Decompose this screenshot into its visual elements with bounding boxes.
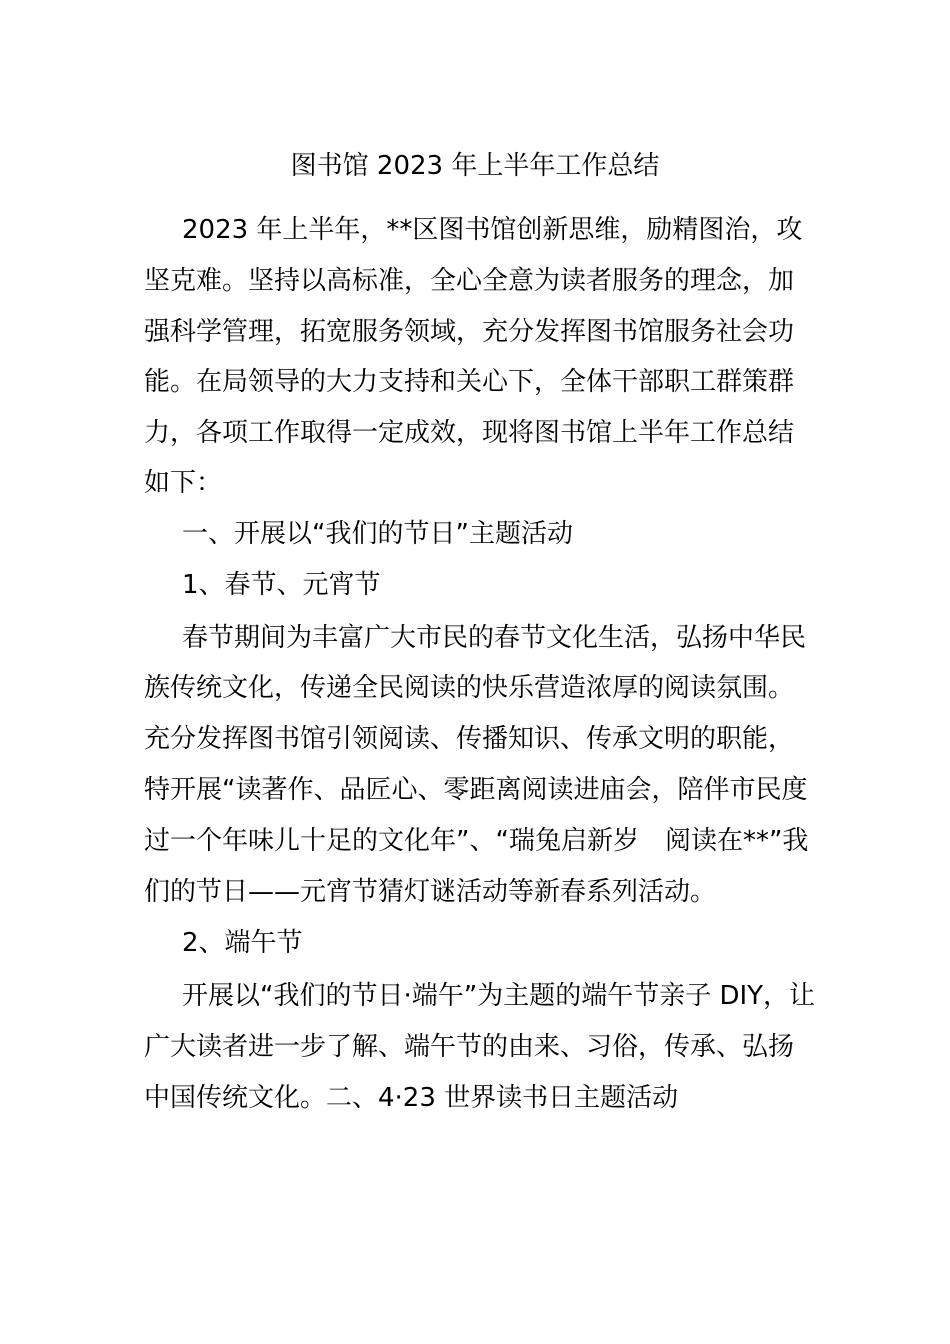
paragraph-line: 坚克难。坚持以高标准，全心全意为读者服务的理念，加 [144, 266, 795, 296]
paragraph-line: 春节期间为丰富广大市民的春节文化生活，弘扬中华民 [182, 623, 807, 653]
paragraph-line: 强科学管理，拓宽服务领域，充分发挥图书馆服务社会功 [144, 317, 795, 347]
paragraph-line: 族传统文化，传递全民阅读的快乐营造浓厚的阅读氛围。 [144, 673, 795, 703]
paragraph-line: 能。在局领导的大力支持和关心下，全体干部职工群策群 [144, 367, 795, 397]
subsection-heading: 1、春节、元宵节 [182, 570, 381, 600]
paragraph-line: 过一个年味儿十足的文化年”、“瑞兔启新岁 阅读在**”我 [144, 826, 809, 856]
document-title: 图书馆 2023 年上半年工作总结 [290, 151, 660, 181]
paragraph-line: 广大读者进一步了解、端午节的由来、习俗，传承、弘扬 [144, 1032, 795, 1062]
paragraph-line: 2023 年上半年，**区图书馆创新思维，励精图治，攻 [182, 215, 803, 245]
paragraph-line: 中国传统文化。二、4·23 世界读书日主题活动 [144, 1083, 679, 1113]
subsection-heading: 2、端午节 [182, 928, 303, 958]
section-heading: 一、开展以“我们的节日”主题活动 [182, 519, 573, 549]
paragraph-line: 特开展“读著作、品匠心、零距离阅读进庙会，陪伴市民度 [144, 775, 808, 805]
paragraph-line: 们的节日——元宵节猜灯谜活动等新春系列活动。 [144, 877, 717, 907]
paragraph-line: 开展以“我们的节日·端午”为主题的端午节亲子 DIY，让 [182, 981, 816, 1011]
paragraph-line: 力，各项工作取得一定成效，现将图书馆上半年工作总结 [144, 418, 795, 448]
paragraph-line: 充分发挥图书馆引领阅读、传播知识、传承文明的职能， [144, 724, 795, 754]
paragraph-line: 如下： [144, 468, 223, 498]
